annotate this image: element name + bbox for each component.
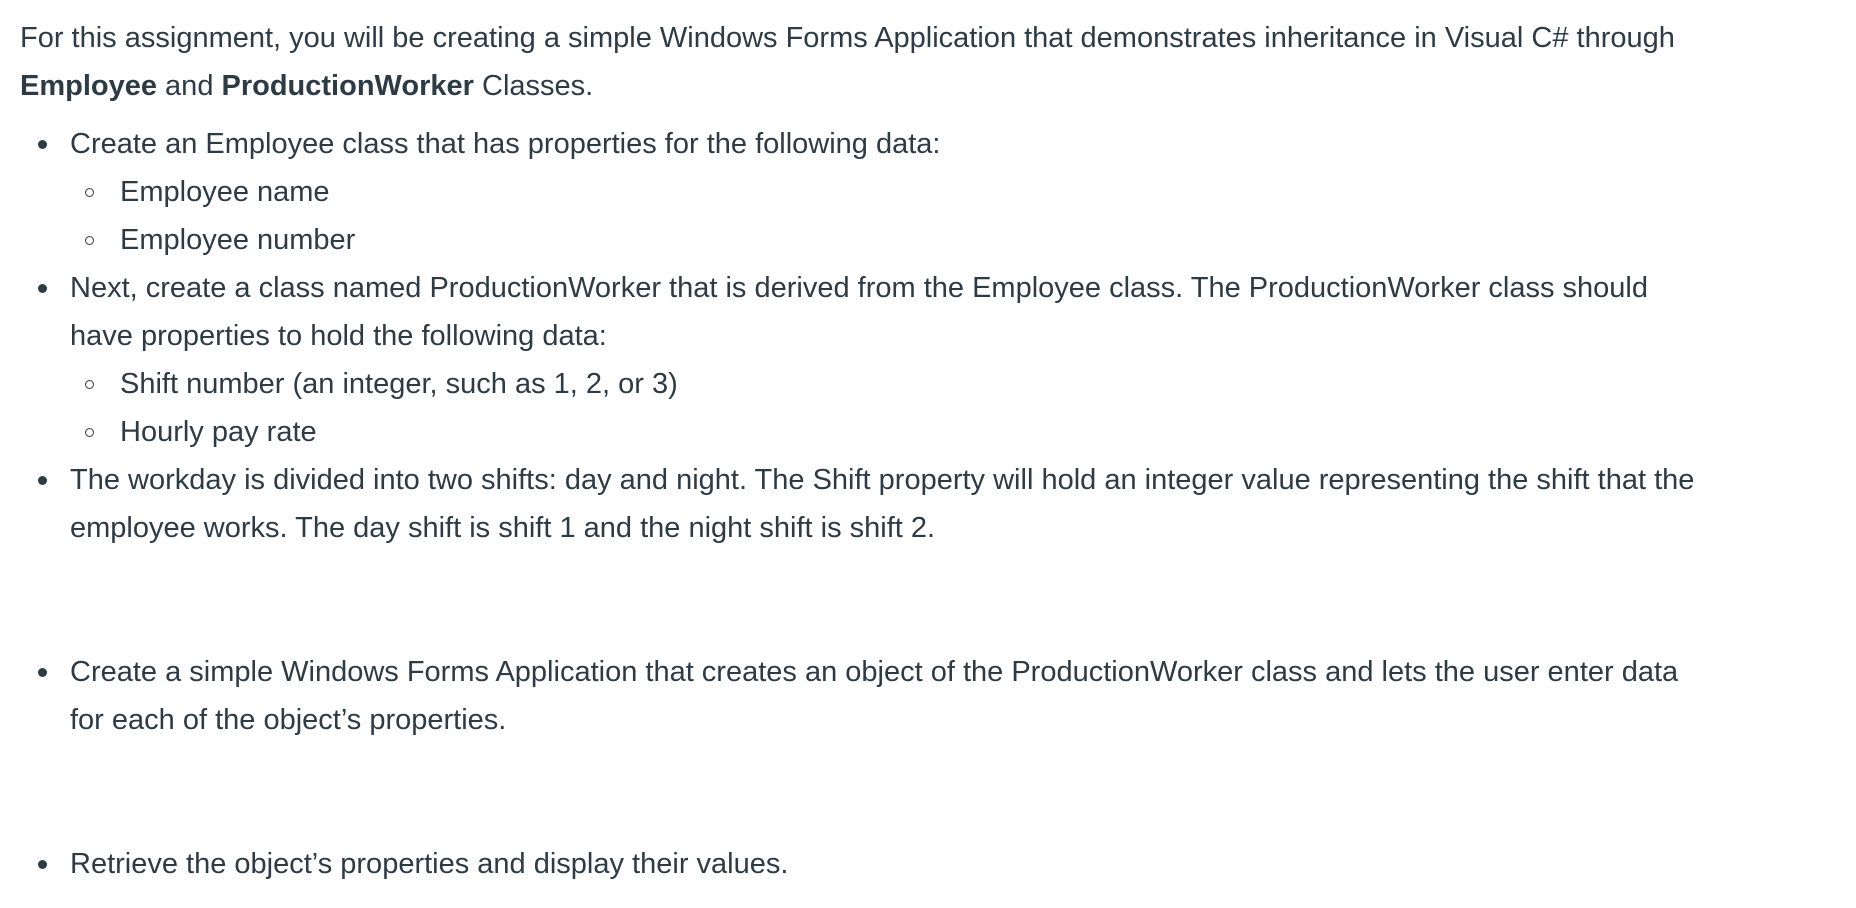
list-item bbox=[20, 456, 1710, 648]
spacer bbox=[70, 744, 1710, 840]
sub-list bbox=[70, 360, 1710, 456]
intro-bold-productionworker: ProductionWorker bbox=[221, 70, 474, 102]
list-item-text: Retrieve the object’s properties and display their values. bbox=[70, 848, 789, 880]
list-item-text: Create a simple Windows Forms Application that creates an object of the ProductionWorker class and lets the user enter data for each of the object’s properties. bbox=[70, 656, 1679, 736]
intro-text-after: Classes. bbox=[473, 70, 594, 102]
intro-text-before: For this assignment, you will be creating a simple Windows Forms Application that demonstrates inheritance in Visual C# through bbox=[20, 22, 1675, 54]
list-item bbox=[20, 648, 1710, 840]
requirements-list bbox=[20, 120, 1836, 888]
list-item-text: The workday is divided into two shifts: day and night. The Shift property will hold an integer value representing the shift that the employee works. The day shift is shift 1 and the night shift is shift 2. bbox=[70, 464, 1695, 544]
spacer bbox=[70, 552, 1710, 648]
sub-list-item: Employee name bbox=[70, 168, 1710, 216]
list-item bbox=[20, 120, 1710, 264]
sub-list-item: Hourly pay rate bbox=[70, 408, 1710, 456]
sub-list-item: Shift number (an integer, such as 1, 2, or 3) bbox=[70, 360, 1710, 408]
list-item-text: Next, create a class named ProductionWorker that is derived from the Employee class. The ProductionWorker class should have properties to hold the following data: bbox=[70, 272, 1648, 352]
list-item bbox=[20, 840, 1710, 888]
sub-list-item: Employee number bbox=[70, 216, 1710, 264]
list-item-text: Create an Employee class that has properties for the following data: bbox=[70, 128, 941, 160]
intro-text-mid: and bbox=[157, 70, 222, 102]
intro-bold-employee: Employee bbox=[20, 70, 157, 102]
list-item bbox=[20, 264, 1710, 456]
intro-paragraph bbox=[20, 14, 1700, 110]
sub-list bbox=[70, 168, 1710, 264]
